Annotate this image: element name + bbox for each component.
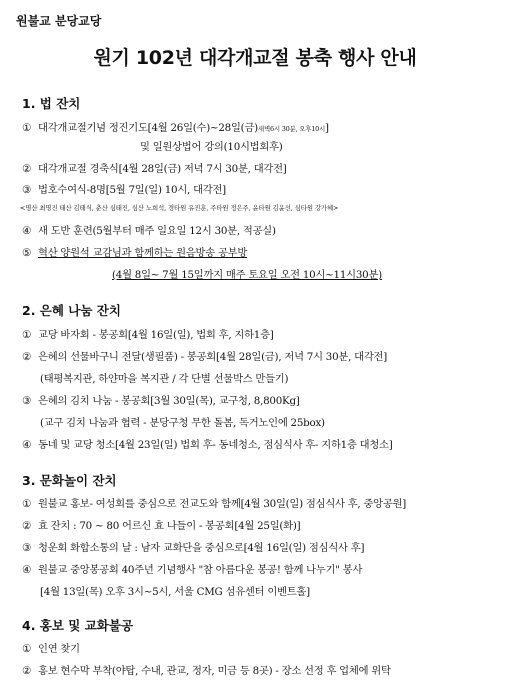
list-item: [22, 662, 502, 677]
list-item: [22, 392, 502, 407]
item-number: ④: [22, 225, 31, 237]
item-number: ③: [22, 184, 31, 196]
section-heading: 1. 법 잔치: [22, 96, 81, 111]
list-item: [22, 326, 502, 341]
item-text: 대각개교절 경축식[4월 28일(금) 저녁 7시 30분, 대각전]: [38, 163, 287, 175]
item-text: 대각개교절기념 정진기도[4월 26일(수)~28일(금): [38, 122, 258, 134]
item-note: 새벽6시 30분, 오후10시: [257, 125, 326, 133]
list-item: [22, 160, 502, 175]
list-item: [22, 222, 502, 237]
list-item: [22, 119, 502, 134]
section-heading: 3. 문화놀이 잔치: [22, 473, 117, 488]
list-item: [22, 539, 502, 554]
item-number: ①: [22, 643, 31, 655]
item-number: ①: [22, 498, 31, 510]
item-text: 은혜의 김치 나눔 - 봉공회[3월 30일(목), 교구청, 8,800Kg]: [38, 395, 300, 407]
list-item: [22, 244, 502, 259]
page-title: 원기 102년 대각개교절 봉축 행사 안내: [93, 47, 417, 69]
list-subline: (태평복지관, 하얀마을 복지관 / 각 단별 선물박스 만들기): [40, 373, 289, 385]
item-text: 홍보 현수막 부착(야탑, 수내, 관교, 정자, 미금 등 8곳) - 장소 선정 후 업체에 위탁: [38, 665, 391, 677]
item-number: ②: [22, 351, 31, 363]
item-text: 청운회 화합소통의 날 : 남자 교화단을 중심으로[4월 16일(일) 점심식사 후]: [38, 542, 365, 554]
item-number: ③: [22, 395, 31, 407]
item-number: ⑤: [22, 247, 31, 259]
list-item: [22, 495, 502, 510]
item-number: ③: [22, 542, 31, 554]
item-text: 원불교 중앙봉공회 40주년 기념행사 "참 아름다운 봉공! 함께 나누기" 봉사: [38, 564, 363, 576]
list-item: [22, 348, 502, 363]
list-subline: [4월 13일(목) 오후 3시~5시, 서울 CMG 섬유센터 이벤트홀]: [40, 586, 310, 598]
section-heading: 4. 홍보 및 교화불공: [22, 618, 134, 633]
item-number: ②: [22, 163, 31, 175]
item-text: 교당 바자회 - 봉공회[4월 16일(일), 법회 후, 지하1층]: [38, 329, 274, 341]
item-text: 은혜의 선물바구니 전달(생필품) - 봉공회[4월 28일(금), 저녁 7시 30분, 대각전]: [38, 351, 388, 363]
list-subline: 및 일원상법어 강의(10시법회후): [140, 141, 283, 153]
item-number: ②: [22, 665, 31, 677]
list-subline: (교구 김치 나눔과 협력 - 분당구청 무한 돌봄, 독거노인에 25box): [40, 417, 325, 429]
item-text: 혁산 양원석 교감님과 함께하는 원음방송 공부방: [38, 247, 248, 259]
organization-name: 원불교 분당교당: [16, 14, 102, 28]
item-text: 법호수여식-8명[5월 7일(일) 10시, 대각전]: [38, 184, 226, 196]
item-number: ②: [22, 520, 31, 532]
list-item: [22, 640, 502, 655]
item-number: ①: [22, 122, 31, 134]
list-item: [22, 517, 502, 532]
item-number: ①: [22, 329, 31, 341]
item-number: ④: [22, 439, 31, 451]
list-item: [22, 181, 502, 196]
section-heading: 2. 은혜 나눔 잔치: [22, 303, 121, 318]
item-text-end: ]: [325, 122, 329, 134]
item-text: 새 도반 훈련(5월부터 매주 일요일 12시 30분, 적공실): [38, 225, 276, 237]
list-item: [22, 561, 502, 576]
item-text: 효 잔치 : 70 ~ 80 어르신 효 나들이 - 봉공회[4월 25일(화)]: [38, 520, 301, 532]
list-subline: (4월 8일~ 7월 15일까지 매주 토요일 오전 10시~11시30분): [112, 269, 382, 281]
item-number: ④: [22, 564, 31, 576]
item-text: 원불교 홍보- 여성회를 중심으로 전교도와 함께[4월 30일(일) 점심식사 후, 중앙공원]: [38, 498, 407, 510]
list-item: [22, 436, 502, 451]
item-text: 동네 및 교당 청소[4월 23일(일) 법회 후- 동네청소, 점심식사 후- 지하1층 대청소]: [38, 439, 393, 451]
list-note: <명산 최명진 태산 김태식, 춘산 심태진, 심산 노희석, 경타원 유진훈, 주타원 정은주, 윤타원 김윤선, 심타원 강가혜>: [20, 204, 339, 212]
item-text: 인연 찾기: [38, 643, 80, 655]
